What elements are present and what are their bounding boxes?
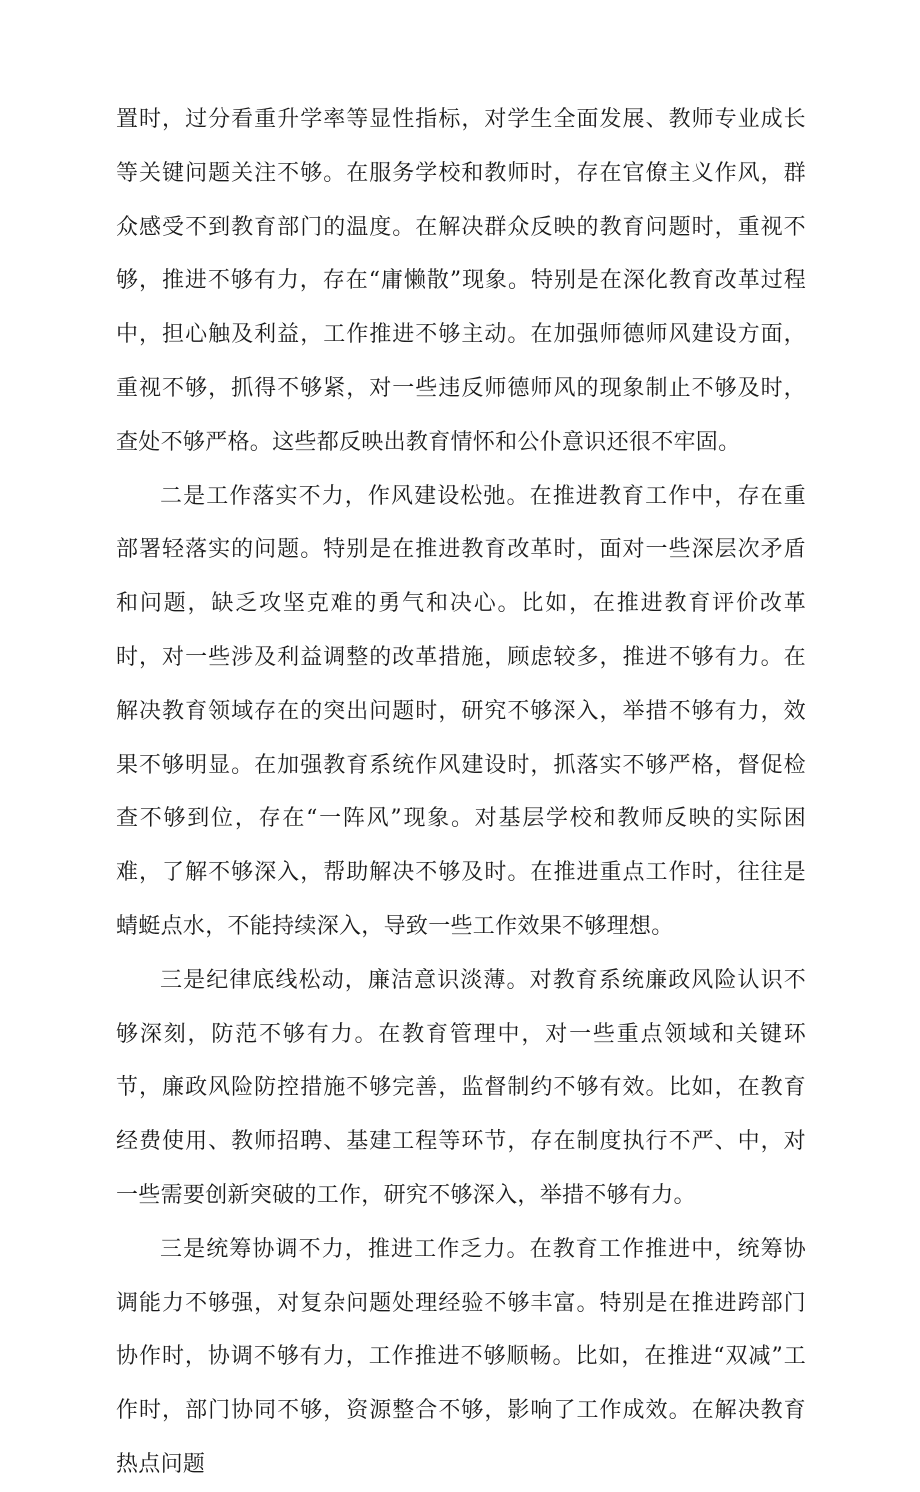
paragraph-1: 置时，过分看重升学率等显性指标，对学生全面发展、教师专业成长等关键问题关注不够。在服务学校和教师时，存在官僚主义作风，群众感受不到教育部门的温度。在解决群众反映的教育问题时，重视不够，推进不够有力，存在“庸懒散”现象。特别是在深化教育改革过程中，担心触及利益，工作推进不够主动。在加强师德师风建设方面，重视不够，抓得不够紧，对一些违反师德师风的现象制止不够及时，查处不够严格。这些都反映出教育情怀和公仆意识还很不牢固。 bbox=[116, 107, 806, 455]
paragraph-3: 三是纪律底线松动，廉洁意识淡薄。对教育系统廉政风险认识不够深刻，防范不够有力。在教育管理中，对一些重点领域和关键环节，廉政风险防控措施不够完善，监督制约不够有效。比如，在教育经费使用、教师招聘、基建工程等环节，存在制度执行不严、中，对一些需要创新突破的工作，研究不够深入，举措不够有力。 bbox=[116, 967, 806, 1208]
paragraph-2: 二是工作落实不力，作风建设松弛。在推进教育工作中，存在重部署轻落实的问题。特别是在推进教育改革时，面对一些深层次矛盾和问题，缺乏攻坚克难的勇气和决心。比如，在推进教育评价改革时，对一些涉及利益调整的改革措施，顾虑较多，推进不够有力。在解决教育领域存在的突出问题时，研究不够深入，举措不够有力，效果不够明显。在加强教育系统作风建设时，抓落实不够严格，督促检查不够到位，存在“一阵风”现象。对基层学校和教师反映的实际困难，了解不够深入，帮助解决不够及时。在推进重点工作时，往往是蜻蜓点水，不能持续深入，导致一些工作效果不够理想。 bbox=[116, 483, 806, 939]
paragraph-4: 三是统筹协调不力，推进工作乏力。在教育工作推进中，统筹协调能力不够强，对复杂问题处理经验不够丰富。特别是在推进跨部门协作时，协调不够有力，工作推进不够顺畅。比如，在推进“双减”工作时，部门协同不够，资源整合不够，影响了工作成效。在解决教育热点问题 bbox=[116, 1236, 806, 1477]
document-body bbox=[116, 93, 806, 1492]
